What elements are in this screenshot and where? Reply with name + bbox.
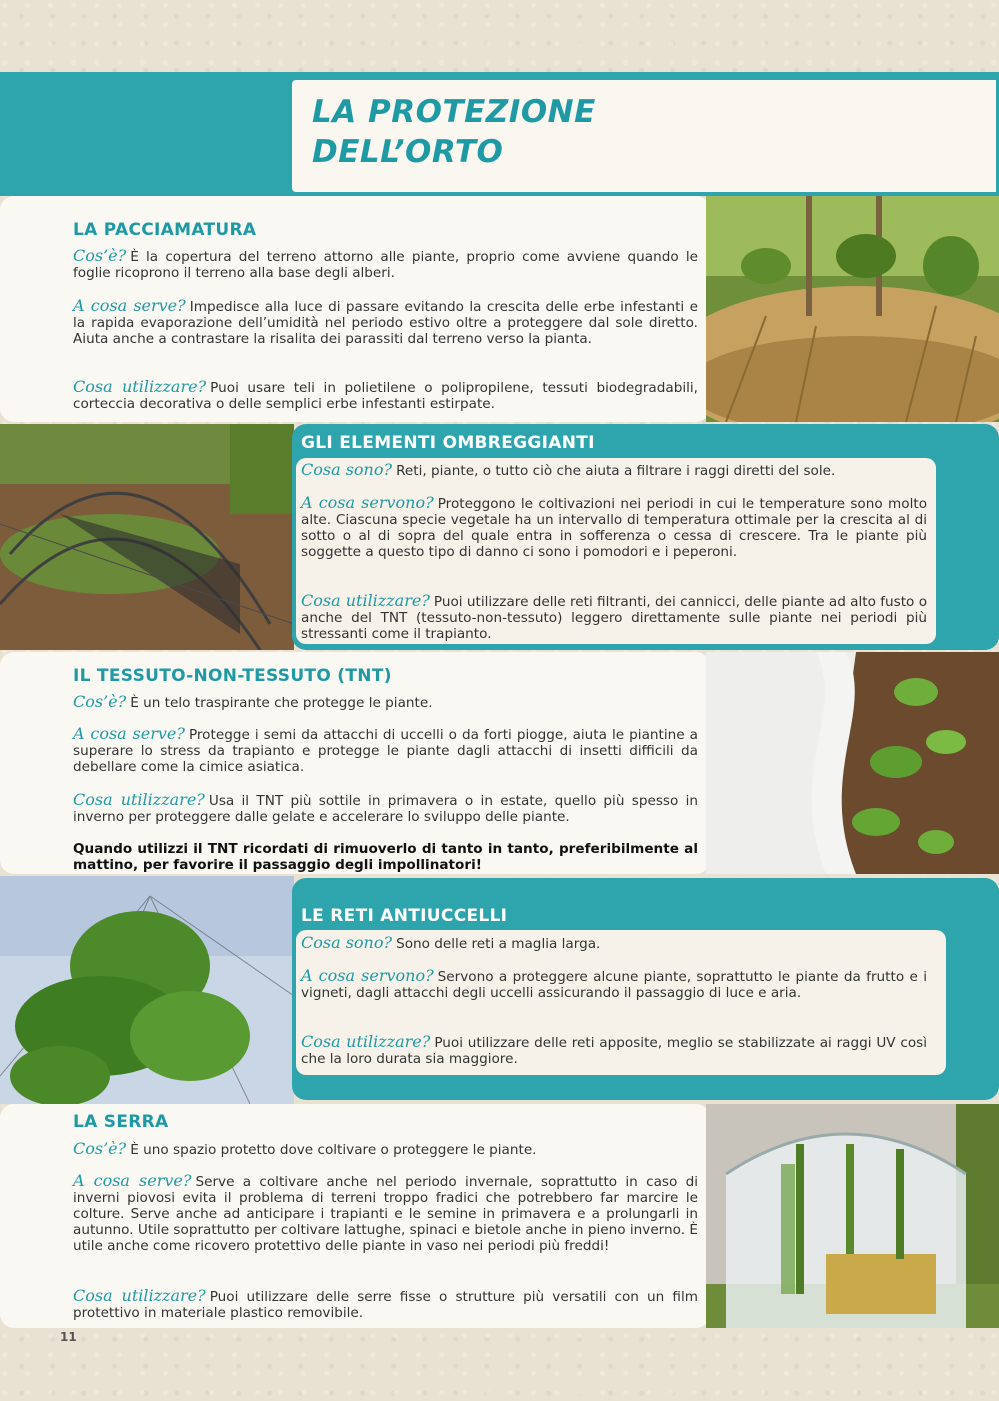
ombreggianti-item-2 — [301, 495, 927, 560]
heading-tnt: IL TESSUTO-NON-TESSUTO (TNT) — [73, 666, 392, 686]
answer-text: Impedisce alla luce di passare evitando la crescita delle erbe infestanti e la rapida evaporazione dell’umidità nel periodo estivo oltre a proteggere dal sole diretto. Aiuta anche a contrastare la risalita dei parassiti dal terreno verso la pianta. — [73, 299, 698, 347]
greenhouse-photo — [706, 1104, 999, 1328]
pacciamatura-item-3 — [73, 379, 698, 412]
answer-text: Reti, piante, o tutto ciò che aiuta a filtrare i raggi diretti del sole. — [396, 463, 836, 479]
page-title — [312, 92, 596, 172]
tnt-item-2 — [73, 726, 698, 775]
answer-text: È uno spazio protetto dove coltivare o proteggere le piante. — [130, 1142, 537, 1158]
answer-text: Proteggono le coltivazioni nei periodi in cui le temperature sono molto alte. Ciascuna specie vegetale ha un intervallo di temperatura ottimale per la crescita al di sotto o al di sopra del quale entra in sofferenza o cessa di crescere. Tra le piante più soggette a questo tipo di danno ci sono i pomodori e i peperoni. — [301, 496, 928, 560]
answer-text: Usa il TNT più sottile in primavera o in estate, quello più spesso in inverno per proteggere dalle gelate e accelerare lo sviluppo delle piante. — [73, 793, 698, 825]
answer-text: Protegge i semi da attacchi di uccelli o da forti piogge, aiuta le piantine a superare lo stress da trapianto e protegge le piante dagli attacchi di insetti difficili da debellare come la cimice asiatica. — [73, 727, 698, 775]
heading-pacciamatura: LA PACCIAMATURA — [73, 220, 257, 240]
serra-item-2 — [73, 1173, 698, 1254]
reti-item-1 — [301, 935, 927, 952]
question-label: A cosa servono? — [301, 493, 434, 512]
reti-item-3 — [301, 1034, 927, 1067]
reti-item-2 — [301, 968, 927, 1001]
pacciamatura-item-1 — [73, 248, 698, 281]
title-line-2: DELL’ORTO — [312, 134, 504, 170]
question-label: Cosa utilizzare? — [73, 377, 207, 396]
tnt-photo — [706, 652, 999, 874]
ombreggianti-item-3 — [301, 593, 927, 642]
mulch-photo — [706, 196, 999, 422]
shade-net-photo — [0, 424, 294, 650]
answer-text: Puoi utilizzare delle reti apposite, meglio se stabilizzate ai raggi UV così che la loro durata sia maggiore. — [301, 1035, 927, 1067]
bird-net-photo — [0, 876, 294, 1104]
question-label: Cos’è? — [73, 246, 127, 265]
question-label: A cosa serve? — [73, 724, 185, 743]
question-label: A cosa serve? — [73, 296, 186, 315]
question-label: Cos’è? — [73, 692, 127, 711]
question-label: Cosa sono? — [301, 460, 393, 479]
answer-text: Serve a coltivare anche nel periodo invernale, soprattutto in caso di inverni piovosi evita il problema di terreni troppo fradici che potrebbero far marcire le colture. Serve anche ad anticipare i trapianti e le semine in primavera e a prolungarli in autunno. Utile soprattutto per coltivare lattughe, spinaci e bietole anche in pieno inverno. È utile anche come ricovero protettivo delle piante in vaso nei periodi più freddi! — [73, 1174, 699, 1254]
answer-text: Sono delle reti a maglia larga. — [396, 936, 601, 952]
answer-text: È la copertura del terreno attorno alle piante, proprio come avviene quando le foglie ricoprono il terreno alla base degli alberi. — [73, 249, 698, 281]
serra-item-3 — [73, 1288, 698, 1321]
answer-text: È un telo traspirante che protegge le piante. — [130, 695, 433, 711]
question-label: Cosa utilizzare? — [73, 1286, 206, 1305]
question-label: A cosa serve? — [73, 1171, 192, 1190]
question-label: Cosa utilizzare? — [301, 1032, 431, 1051]
heading-serra: LA SERRA — [73, 1112, 169, 1132]
tnt-item-1 — [73, 694, 698, 711]
question-label: A cosa servono? — [301, 966, 434, 985]
title-line-1: LA PROTEZIONE — [312, 94, 596, 130]
serra-item-1 — [73, 1141, 698, 1158]
pacciamatura-item-2 — [73, 298, 698, 347]
question-label: Cos’è? — [73, 1139, 127, 1158]
answer-text: Servono a proteggere alcune piante, soprattutto le piante da frutto e i vigneti, dagli attacchi degli uccelli assicurando il passaggio di luce e aria. — [301, 969, 928, 1001]
answer-text: Puoi usare teli in polietilene o polipropilene, tessuti biodegradabili, corteccia decorativa o delle semplici erbe infestanti estirpate. — [73, 380, 699, 412]
ombreggianti-item-1 — [301, 462, 927, 479]
question-label: Cosa utilizzare? — [73, 790, 205, 809]
heading-ombreggianti: GLI ELEMENTI OMBREGGIANTI — [301, 433, 595, 453]
question-label: Cosa sono? — [301, 933, 393, 952]
question-label: Cosa utilizzare? — [301, 591, 430, 610]
tnt-note: Quando utilizzi il TNT ricordati di rimuoverlo di tanto in tanto, preferibilmente al mattino, per favorire il passaggio degli impollinatori! — [73, 841, 698, 873]
heading-reti: LE RETI ANTIUCCELLI — [301, 906, 508, 926]
answer-text: Puoi utilizzare delle reti filtranti, dei cannicci, delle piante ad alto fusto o anche del TNT (tessuto-non-tessuto) leggero direttamente sulle piante nei periodi più stressanti come il trapianto. — [301, 594, 928, 642]
tnt-item-3 — [73, 792, 698, 825]
answer-text: Puoi utilizzare delle serre fisse o strutture più versatili con un film protettivo in materiale plastico removibile. — [73, 1289, 698, 1321]
page-number: 11 — [60, 1330, 77, 1344]
